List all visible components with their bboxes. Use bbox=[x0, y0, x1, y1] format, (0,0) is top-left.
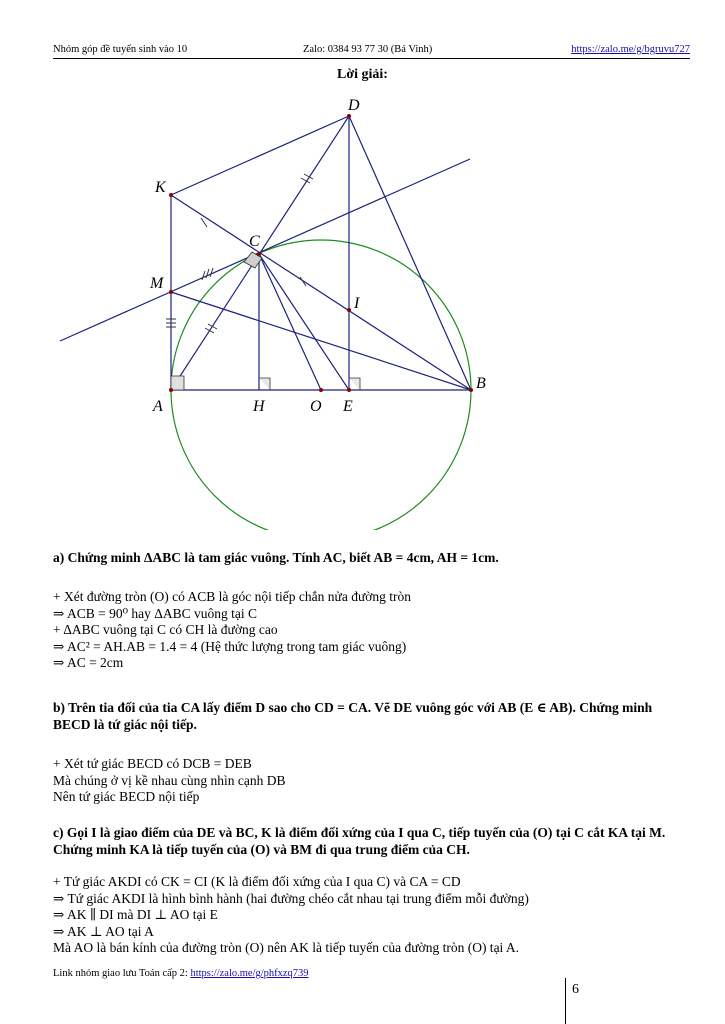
footer-group-link[interactable]: https://zalo.me/g/phfxzq739 bbox=[190, 968, 309, 979]
circle-o bbox=[171, 240, 471, 530]
tick-ck bbox=[201, 218, 207, 227]
point-d bbox=[347, 114, 351, 118]
right-angle-h bbox=[259, 378, 270, 390]
point-m bbox=[169, 290, 173, 294]
part-c-line-3: ⇒ AK ∥ DI mà DI ⊥ AO tại E bbox=[53, 907, 218, 922]
header-zalo-contact: Zalo: 0384 93 77 30 (Bá Vinh) bbox=[303, 44, 433, 55]
part-a bbox=[53, 550, 683, 567]
point-a bbox=[169, 388, 173, 392]
point-c bbox=[257, 252, 261, 256]
part-c-solution bbox=[53, 874, 683, 957]
point-i bbox=[347, 308, 351, 312]
part-a-line-1: + Xét đường tròn (O) có ACB là góc nội tiếp chắn nửa đường tròn bbox=[53, 589, 412, 604]
segment-kb bbox=[171, 195, 471, 390]
part-b bbox=[53, 700, 683, 733]
segment-db bbox=[349, 116, 471, 390]
page-number: 6 bbox=[572, 982, 579, 997]
page-number-divider bbox=[565, 978, 566, 1024]
label-d: D bbox=[348, 97, 360, 114]
solution-title: Lời giải: bbox=[337, 67, 388, 82]
label-k: K bbox=[155, 179, 166, 196]
point-k bbox=[169, 193, 173, 197]
part-a-line-5: ⇒ AC = 2cm bbox=[53, 655, 124, 670]
part-c-line-4: ⇒ AK ⊥ AO tại A bbox=[53, 923, 154, 939]
point-o bbox=[319, 388, 323, 392]
part-b-line-2: Mà chúng ở vị kề nhau cùng nhìn cạnh DB bbox=[53, 772, 286, 788]
part-b-solution bbox=[53, 756, 683, 806]
label-m: M bbox=[150, 275, 164, 292]
header-group-link[interactable]: https://zalo.me/g/bgruvu727 bbox=[571, 44, 690, 55]
segment-ce bbox=[259, 254, 349, 390]
label-o: O bbox=[310, 398, 322, 415]
segment-mb bbox=[171, 292, 471, 390]
part-c-line-1: + Tứ giác AKDI có CK = CI (K là điểm đối xứng của I qua C) và CA = CD bbox=[53, 874, 461, 889]
point-b bbox=[469, 388, 473, 392]
part-a-question: a) Chứng minh ΔABC là tam giác vuông. Tính AC, biết AB = 4cm, AH = 1cm. bbox=[53, 550, 499, 565]
right-angle-e bbox=[349, 378, 360, 390]
part-a-line-4: ⇒ AC² = AH.AB = 1.4 = 4 (Hệ thức lượng trong tam giác vuông) bbox=[53, 638, 407, 654]
part-c-line-2: ⇒ Tứ giác AKDI là hình bình hành (hai đường chéo cắt nhau tại trung điểm mỗi đường) bbox=[53, 890, 529, 906]
tick-mc bbox=[202, 268, 213, 280]
label-e: E bbox=[343, 398, 353, 415]
part-c-question: c) Gọi I là giao điểm của DE và BC, K là điểm đối xứng của I qua C, tiếp tuyến của (O) tại C cắt KA tại M. Chứng minh KA là tiếp tuyến của (O) và BM đi qua trung điểm của CH. bbox=[53, 825, 666, 857]
part-c-line-5: Mà AO là bán kính của đường tròn (O) nên AK là tiếp tuyến của đường tròn (O) tại A. bbox=[53, 940, 520, 955]
footer bbox=[53, 968, 309, 979]
part-a-line-2: ⇒ ACB = 90⁰ hay ΔABC vuông tại C bbox=[53, 605, 258, 621]
part-b-question: b) Trên tia đối của tia CA lấy điểm D sao cho CD = CA. Vẽ DE vuông góc với AB (E ∈ AB). Chứng minh BECD là tứ giác nội tiếp. bbox=[53, 700, 653, 732]
segment-co bbox=[259, 254, 321, 390]
part-b-line-1: + Xét tứ giác BECD có DCB = DEB bbox=[53, 756, 252, 771]
label-a: A bbox=[153, 398, 163, 415]
point-e bbox=[347, 388, 351, 392]
label-b: B bbox=[476, 375, 486, 392]
part-a-solution bbox=[53, 589, 683, 672]
part-c bbox=[53, 825, 683, 858]
part-a-line-3: + ΔABC vuông tại C có CH là đường cao bbox=[53, 622, 278, 637]
header-group-name: Nhóm góp đề tuyển sinh vào 10 bbox=[53, 44, 188, 55]
label-h: H bbox=[253, 398, 265, 415]
tick-cd bbox=[301, 174, 313, 183]
geometry-figure bbox=[0, 90, 725, 530]
right-angle-a bbox=[171, 376, 184, 390]
header-divider bbox=[53, 58, 690, 59]
label-c: C bbox=[249, 233, 260, 250]
part-b-line-3: Nên tứ giác BECD nội tiếp bbox=[53, 789, 200, 804]
footer-text: Link nhóm giao lưu Toán cấp 2: bbox=[53, 968, 191, 979]
label-i: I bbox=[354, 295, 360, 312]
segment-kd bbox=[171, 116, 349, 195]
